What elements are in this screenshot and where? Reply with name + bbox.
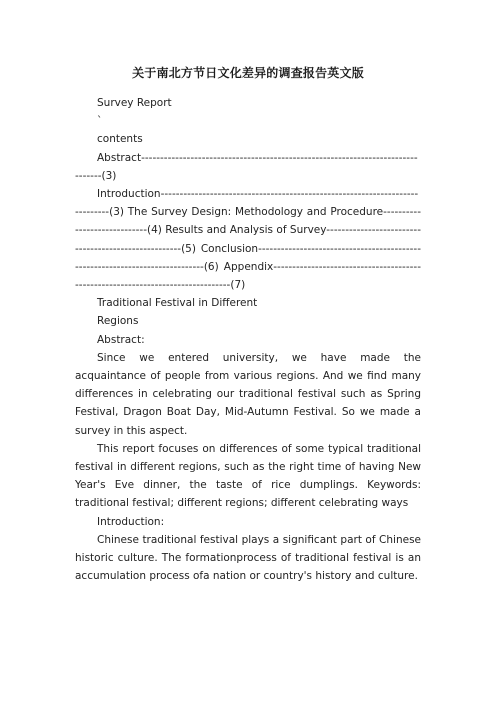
abstract-paragraph-2: This report focuses on differences of some typical traditional festival in different regions, such as the right time of having New Year's Eve dinner, the taste of rice dumplings. Keywords: traditional festival; different regions; different celebrating ways (75, 442, 421, 510)
introduction-heading: Introduction: (97, 515, 165, 528)
report-title-line-1: Traditional Festival in Different (97, 297, 258, 310)
stray-mark: ` (97, 115, 103, 128)
document-body (75, 94, 421, 585)
contents-heading: contents (97, 133, 143, 146)
abstract-paragraph-1: Since we entered university, we have made the acquaintance of people from various regions. And we find many differences in celebrating our traditional festival such as Spring Festival, Dragon Boat Day, Mid-Autumn Festival. So we made a survey in this aspect. (75, 351, 421, 437)
abstract-heading: Abstract: (97, 333, 145, 346)
document-title: 关于南北方节日文化差异的调查报告英文版 (132, 66, 364, 80)
toc-abstract-line: Abstract--------------------------------------------------------------------------------(3) (75, 151, 418, 182)
report-label: Survey Report (97, 97, 172, 109)
introduction-paragraph: Chinese traditional festival plays a significant part of Chinese historic culture. The formationprocess of traditional festival is an accumulation process ofa nation or country's history and culture. (75, 533, 421, 583)
toc-block: Introduction-----------------------------------------------------------------------------(3) The Survey Design: Methodology and Procedure-----------------------------(4) Results and Analysis of Survey-----------------------------------------------------(5) Conclusion-----------------------------------------------------------------------------(6) Appendix--------------------------------------------------------------------------------(7) (75, 188, 421, 292)
report-title-line-2: Regions (97, 315, 139, 328)
